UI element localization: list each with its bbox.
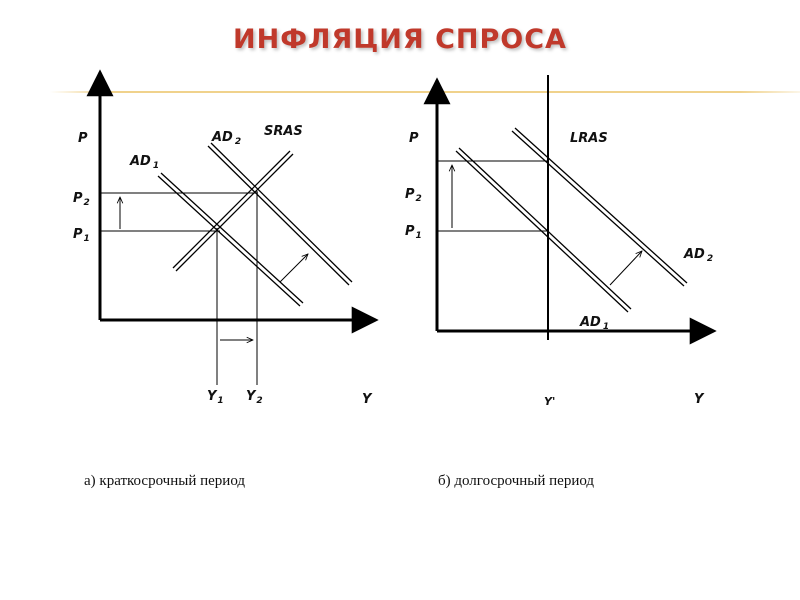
y1-label: $Y_1$: [207, 389, 224, 406]
y2-label: $Y_2$: [246, 389, 263, 406]
right-ad1-label: AD $_1$: [580, 315, 610, 332]
right-p1-label: $P_1$: [405, 224, 422, 241]
right-ad2-curve: [512, 128, 687, 286]
right-p2-label: $P_2$: [405, 187, 422, 204]
right-y-axis-label: Y: [694, 392, 704, 407]
right-p-axis-label: P: [409, 131, 419, 146]
slide-title: ИНФЛЯЦИЯ СПРОСА: [233, 24, 567, 55]
demand-shift-arrow: [280, 254, 308, 282]
long-run-caption: б) долгосрочный период: [438, 473, 595, 489]
right-demand-shift-arrow: [610, 251, 642, 285]
y-prime-label: Y': [544, 395, 556, 408]
left-p2-label: $P_2$: [73, 191, 90, 208]
ad2-curve: [208, 143, 352, 285]
sras-label: SRAS: [264, 124, 303, 139]
left-ad2-label: AD $_2$: [212, 130, 242, 147]
left-y-axis-label: Y: [362, 392, 372, 407]
right-ad2-label: AD $_2$: [684, 247, 714, 264]
lras-label: LRAS: [570, 131, 608, 146]
short-run-caption: а) краткосрочный период: [84, 473, 246, 489]
left-ad1-label: AD $_1$: [130, 154, 160, 171]
long-run-chart: [405, 75, 714, 408]
short-run-chart: [73, 72, 376, 407]
right-ad1-curve: [456, 148, 631, 312]
left-p-axis-label: P: [78, 131, 88, 146]
left-p1-label: $P_1$: [73, 227, 90, 244]
sras-curve: [173, 151, 293, 271]
